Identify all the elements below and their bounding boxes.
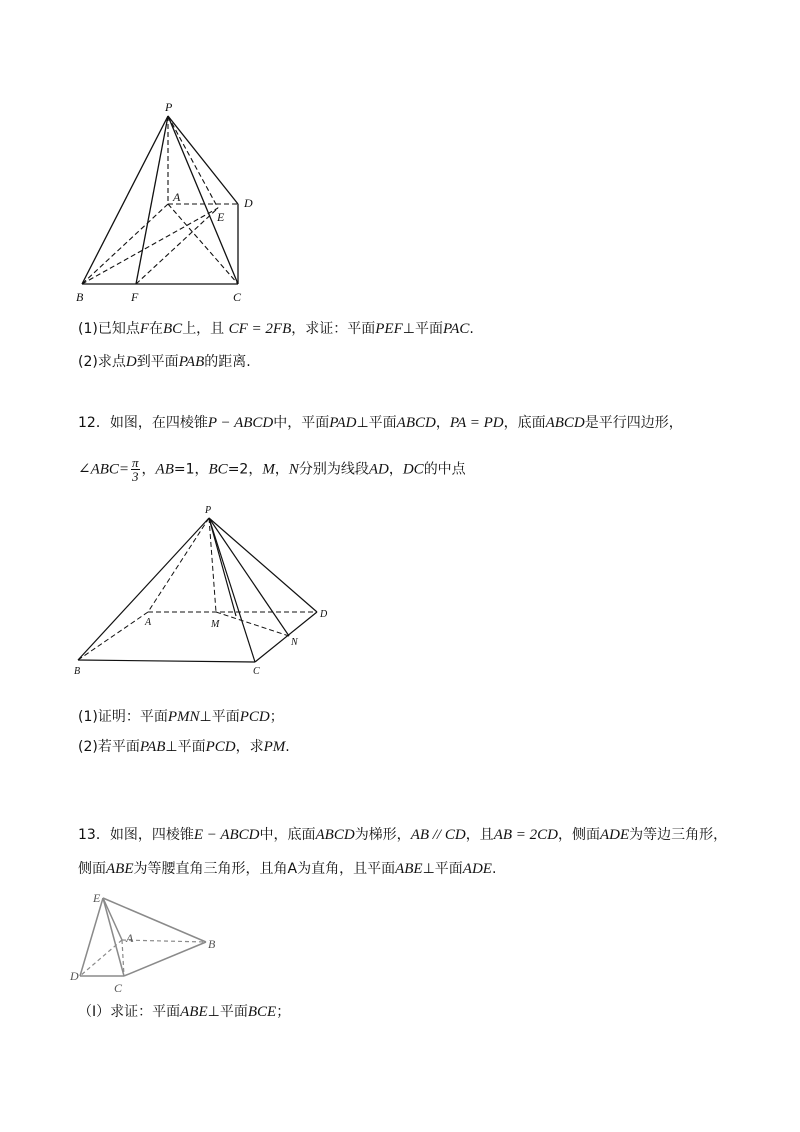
edge-pa-dashed [148, 518, 209, 612]
label-a: A [126, 931, 134, 945]
edge-eb [103, 898, 206, 942]
label-c: C [233, 290, 242, 304]
label-d: D [244, 196, 253, 210]
edge-ed [80, 898, 103, 976]
q12-part2: (2)若平面PAB⊥平面PCD，求PM. [78, 739, 290, 755]
figure-pyramid-pabcd [70, 95, 270, 307]
q13-stem-line2: 侧面ABE为等腰直角三角形，且角A为直角，且平面ABE⊥平面ADE. [78, 861, 497, 877]
label-f: F [131, 290, 139, 304]
label-e: E [217, 210, 225, 224]
label-e: E [93, 891, 101, 905]
edge-pb [82, 116, 168, 284]
label-m: M [211, 619, 220, 630]
label-a: A [145, 617, 152, 628]
edge-cb [124, 942, 206, 976]
edge-ab-dashed [82, 204, 168, 284]
label-d: D [70, 969, 79, 983]
edge-be-dashed [82, 208, 218, 284]
label-b: B [76, 290, 84, 304]
label-d: D [320, 609, 328, 620]
q13-part1: （Ⅰ）求证：平面ABE⊥平面BCE； [78, 1004, 291, 1020]
q11-part2: (2)求点D到平面PAB的距离. [78, 354, 251, 370]
figure-pyramid-eabcd [68, 884, 228, 994]
figure-pyramid-parallelogram [68, 500, 338, 682]
edge-pb [78, 518, 209, 660]
edge-pc [209, 518, 255, 662]
edge-cd [255, 612, 317, 662]
edge-ad-dashed [80, 940, 122, 976]
q12-part1: (1)证明：平面PMN⊥平面PCD； [78, 709, 284, 725]
q11-part1: (1)已知点F在BC上，且 CF = 2FB，求证：平面PEF⊥平面PAC. [78, 321, 474, 337]
label-n: N [291, 637, 298, 648]
label-c: C [114, 981, 123, 994]
edge-bc [78, 660, 255, 662]
edge-pf [136, 116, 168, 284]
edge-mn-dashed [216, 612, 289, 636]
label-b: B [74, 666, 81, 677]
edge-ab-dashed [122, 940, 206, 942]
label-b: B [208, 937, 216, 951]
label-a: A [173, 190, 181, 204]
fraction-pi-over-3: $\frac{\pi}{3}$ [132, 455, 139, 484]
label-p: P [165, 100, 173, 114]
q12-stem-line2: ∠ABC= $\frac{\pi}{3}$ ，AB=1，BC=2，M，N分别为线段AD，DC的中点 [78, 455, 466, 484]
label-c: C [253, 666, 260, 677]
q13-stem-line1: 13．如图，四棱锥E − ABCD中，底面ABCD为梯形，AB // CD，且AB = 2CD，侧面ADE为等边三角形， [78, 827, 728, 843]
label-p: P [205, 505, 212, 516]
edge-ab-dashed [78, 612, 148, 660]
q12-stem-line1: 12．如图，在四棱锥P − ABCD中，平面PAD⊥平面ABCD，PA = PD，底面ABCD是平行四边形， [78, 415, 683, 431]
